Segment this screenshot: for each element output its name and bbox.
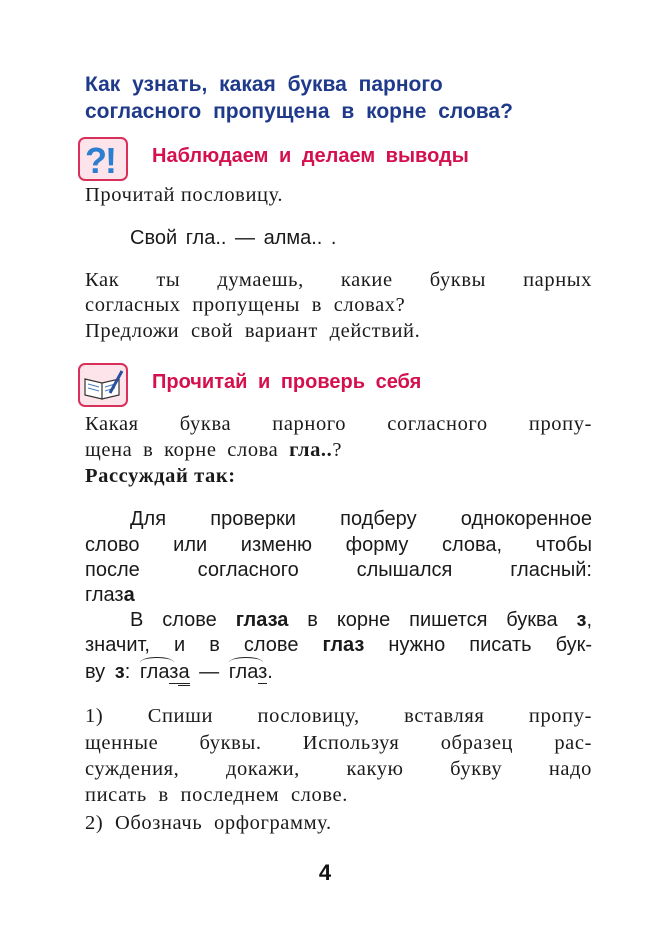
page-title-line-1: Как узнать, какая буква парного (85, 73, 443, 96)
word-bold: глаз (322, 634, 365, 656)
text: щена в корне слова (85, 439, 290, 461)
task-line: суждения, докажи, какую букву надо (85, 758, 592, 780)
reasoning-label: Рассуждай так: (85, 465, 236, 487)
text: ? (332, 439, 343, 461)
root-mark (229, 660, 268, 684)
page-title-line-2: согласного пропущена в корне слова? (85, 100, 513, 123)
reasoning-line (85, 633, 592, 657)
text: , (586, 609, 592, 631)
root: гла (139, 661, 170, 683)
question-line (85, 438, 592, 462)
svg-text:!: ! (105, 140, 117, 179)
reasoning-line: после согласного слышался гласный: (85, 559, 592, 581)
task-line: щенные буквы. Используя образец рас- (85, 732, 592, 754)
text: . (267, 661, 273, 683)
svg-text:?: ? (85, 140, 107, 179)
word-bold: гла.. (289, 439, 333, 461)
reasoning-line: слово или изменю форму слова, чтобы (85, 534, 592, 556)
text: значит, и в слове (85, 634, 323, 656)
section-heading-check: Прочитай и проверь себя (152, 371, 422, 393)
root: гла (228, 661, 259, 683)
vowel-letter: а (178, 661, 189, 686)
question-line: согласных пропущены в словах? (85, 294, 406, 316)
question-line: Предложи свой вариант действий. (85, 320, 421, 342)
word-bold: глаза (235, 609, 289, 631)
example-line (85, 660, 592, 684)
letter-bold: з (576, 609, 587, 631)
root-mark (140, 660, 179, 684)
task-line: 1) Спиши пословицу, вставляя пропу- (85, 705, 592, 727)
letter-bold: з (114, 661, 125, 683)
section-heading-observe: Наблюдаем и делаем выводы (152, 145, 469, 167)
text: ву (85, 661, 115, 683)
proverb: Свой гла.. — алма.. . (130, 227, 337, 249)
text: в корне пишется буква (288, 609, 577, 631)
task-line: 2) Обозначь орфограмму. (85, 812, 332, 834)
instruction: Прочитай пословицу. (85, 184, 284, 206)
reasoning-line: Для проверки подберу однокоренное (130, 508, 592, 530)
task-line: писать в последнем слове. (85, 784, 348, 806)
page-number: 4 (318, 860, 332, 885)
reasoning-line (85, 583, 592, 607)
question-line: Какая буква парного согласного пропу- (85, 413, 592, 435)
text: : (124, 661, 140, 683)
text: нужно писать бук- (364, 634, 592, 656)
dash: — (189, 661, 229, 683)
question-exclamation-icon (78, 137, 128, 181)
text: глаз (85, 584, 124, 606)
reasoning-line (130, 608, 592, 632)
notebook-pen-icon (78, 363, 128, 407)
orthogram-letter: з (258, 661, 268, 683)
question-line: Как ты думаешь, какие буквы парных (85, 269, 592, 291)
letter-bold: а (123, 584, 135, 606)
orthogram-letter: з (169, 661, 179, 683)
text: В слове (130, 609, 236, 631)
